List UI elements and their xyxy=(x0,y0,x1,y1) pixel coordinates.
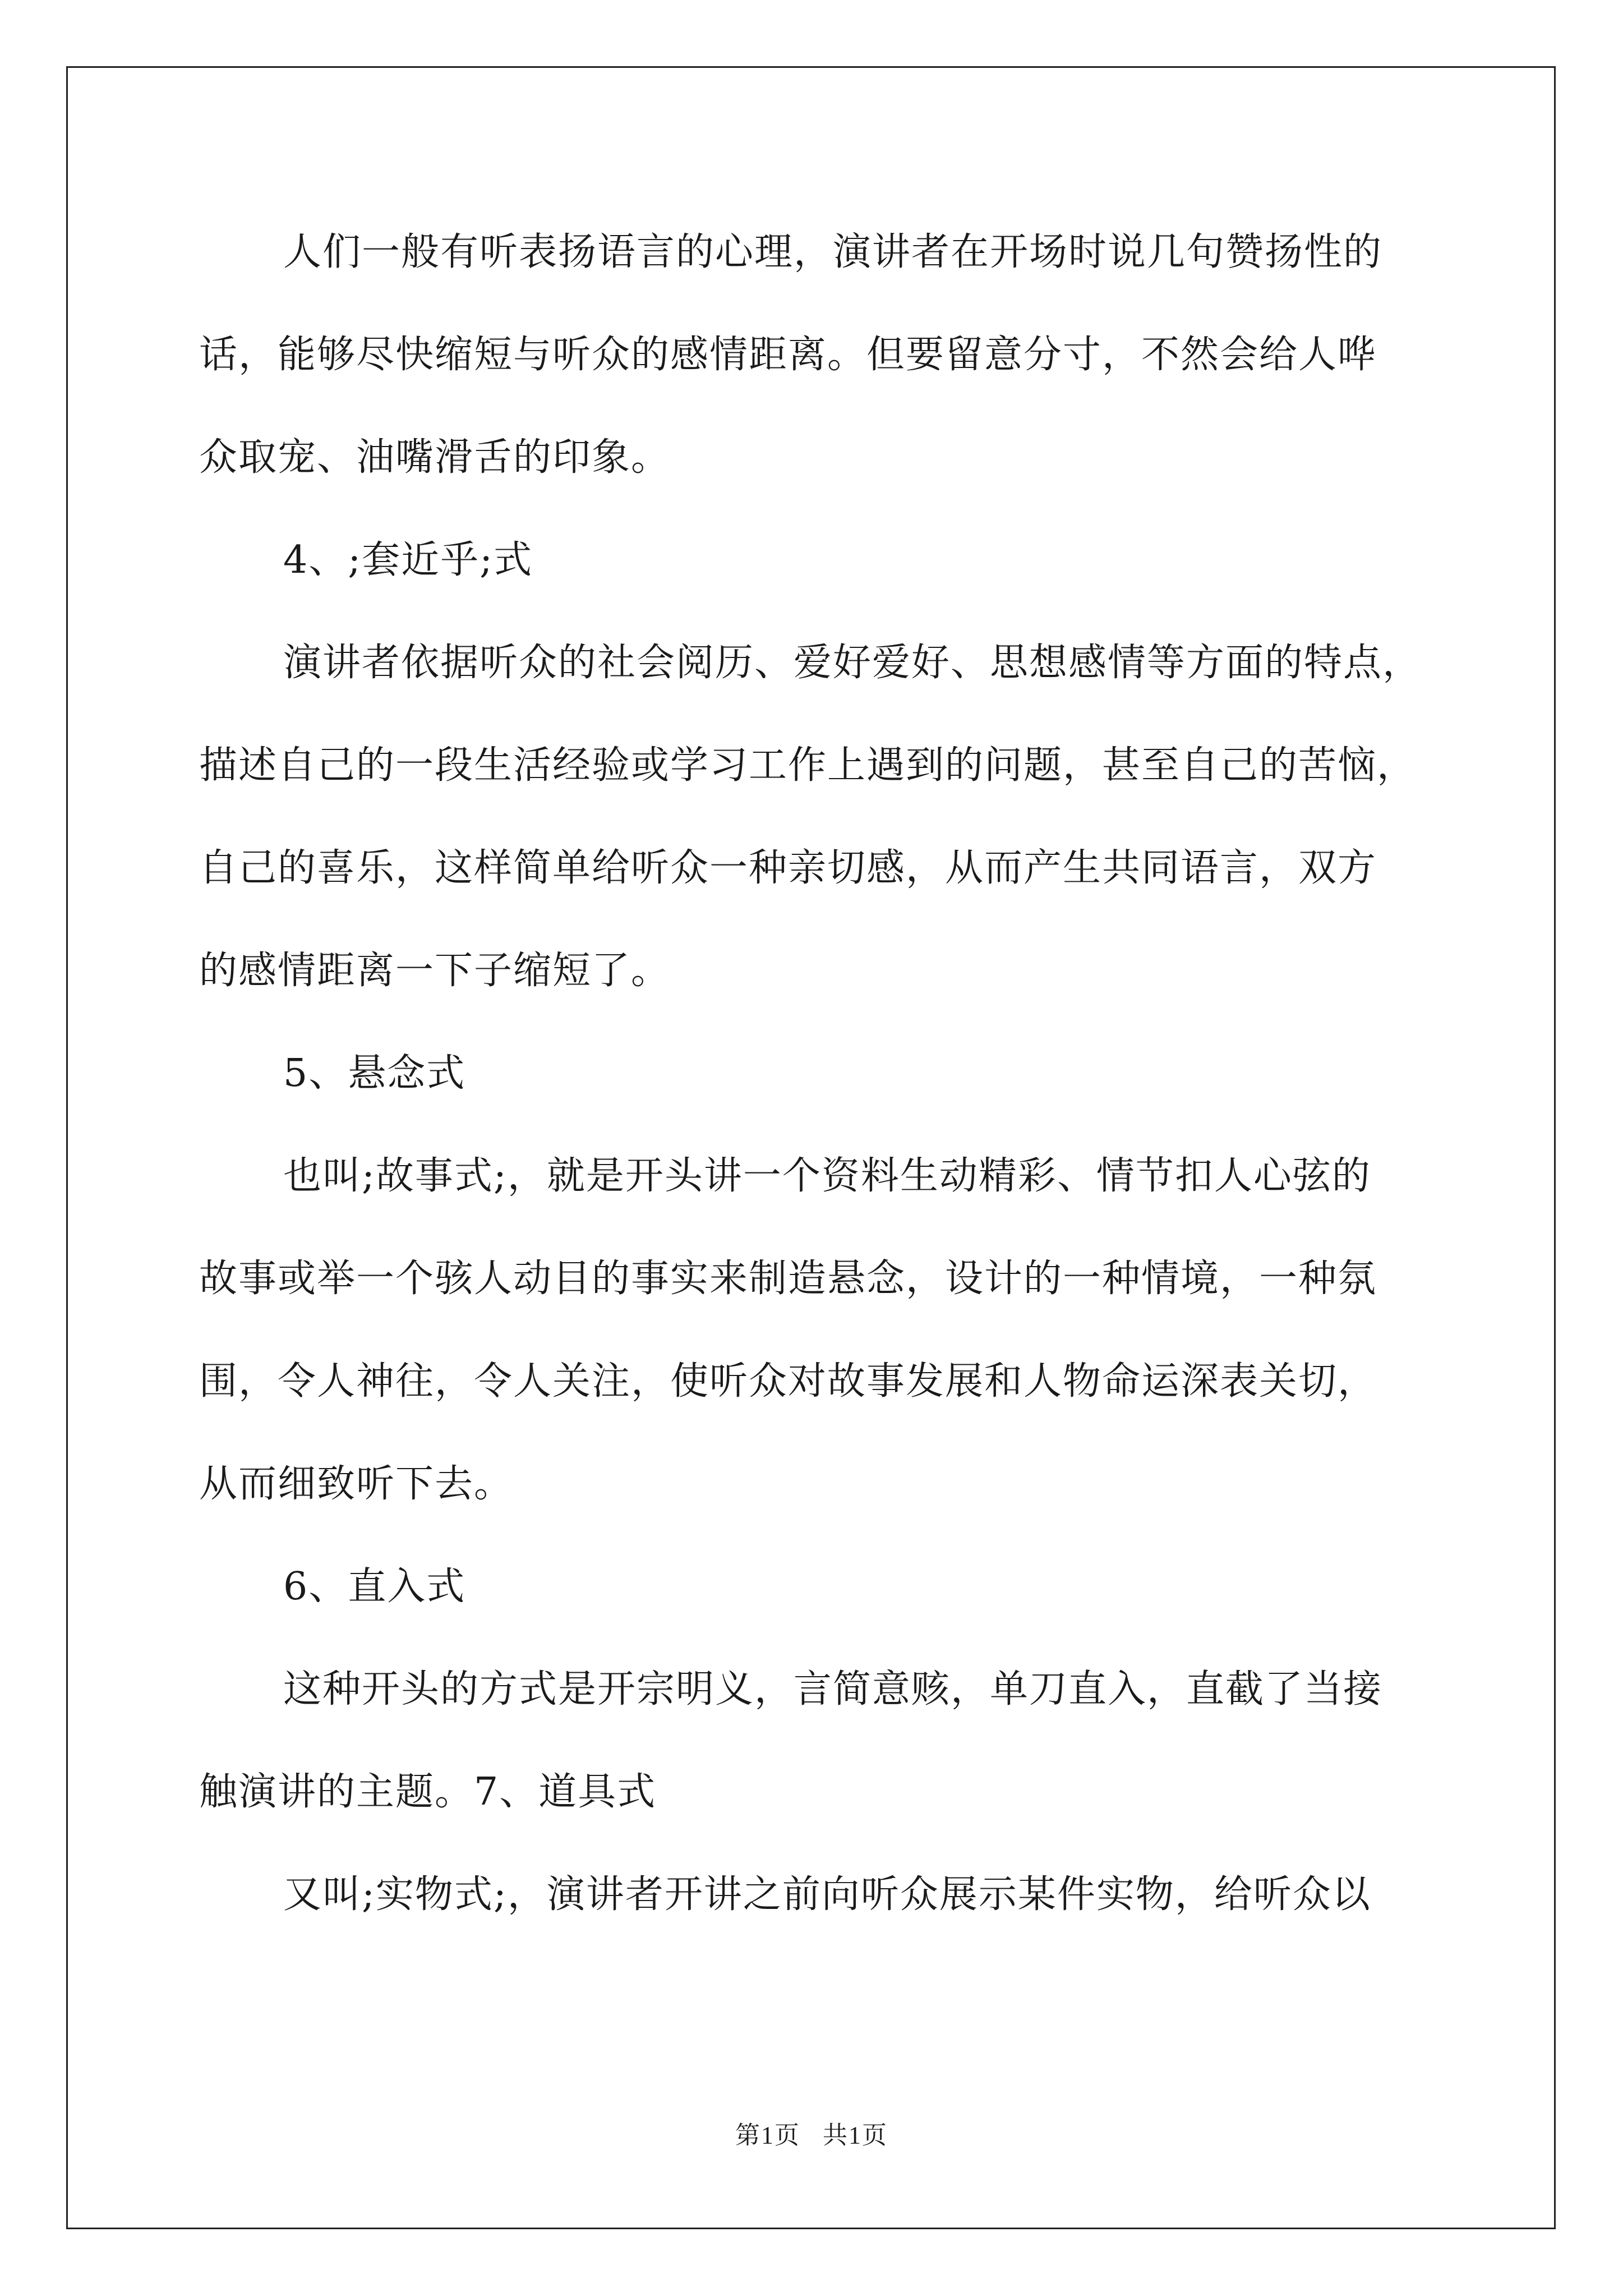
paragraph-line: 又叫;实物式;，演讲者开讲之前向听众展示某件实物，给听众以 xyxy=(283,1872,1371,1917)
page-footer xyxy=(0,2115,1623,2151)
paragraph-line: 描述自己的一段生活经验或学习工作上遇到的问题，甚至自己的苦恼， xyxy=(199,743,1417,788)
section-heading: 5、悬念式 xyxy=(283,1051,466,1096)
paragraph-line: 演讲者依据听众的社会阅历、爱好爱好、思想感情等方面的特点， xyxy=(283,641,1422,685)
paragraph-line: 从而细致听下去。 xyxy=(199,1462,514,1506)
paragraph-line: 人们一般有听表扬语言的心理，演讲者在开场时说几句赞扬性的 xyxy=(283,230,1383,274)
paragraph-line: 故事或举一个骇人动目的事实来制造悬念，设计的一种情境，一种氛 xyxy=(199,1257,1377,1301)
paragraph-line: 围，令人神往，令人关注，使听众对故事发展和人物命运深表关切， xyxy=(199,1359,1377,1404)
paragraph-line: 话，能够尽快缩短与听众的感情距离。但要留意分寸，不然会给人哗 xyxy=(199,333,1377,377)
paragraph-line: 这种开头的方式是开宗明义，言简意赅，单刀直入，直截了当接 xyxy=(283,1667,1383,1711)
paragraph-line: 也叫;故事式;，就是开头讲一个资料生动精彩、情节扣人心弦的 xyxy=(283,1154,1371,1198)
page-number: 第1页 xyxy=(735,2122,800,2149)
paragraph-line: 的感情距离一下子缩短了。 xyxy=(199,949,671,993)
paragraph-line: 自己的喜乐，这样简单给听众一种亲切感，从而产生共同语言，双方 xyxy=(199,846,1377,890)
section-heading: 4、;套近乎;式 xyxy=(283,538,533,582)
paragraph-line: 众取宠、油嘴滑舌的印象。 xyxy=(199,435,671,480)
paragraph-line: 触演讲的主题。7、道具式 xyxy=(199,1770,657,1814)
page-total: 共1页 xyxy=(823,2122,888,2149)
section-heading: 6、直入式 xyxy=(283,1565,466,1609)
